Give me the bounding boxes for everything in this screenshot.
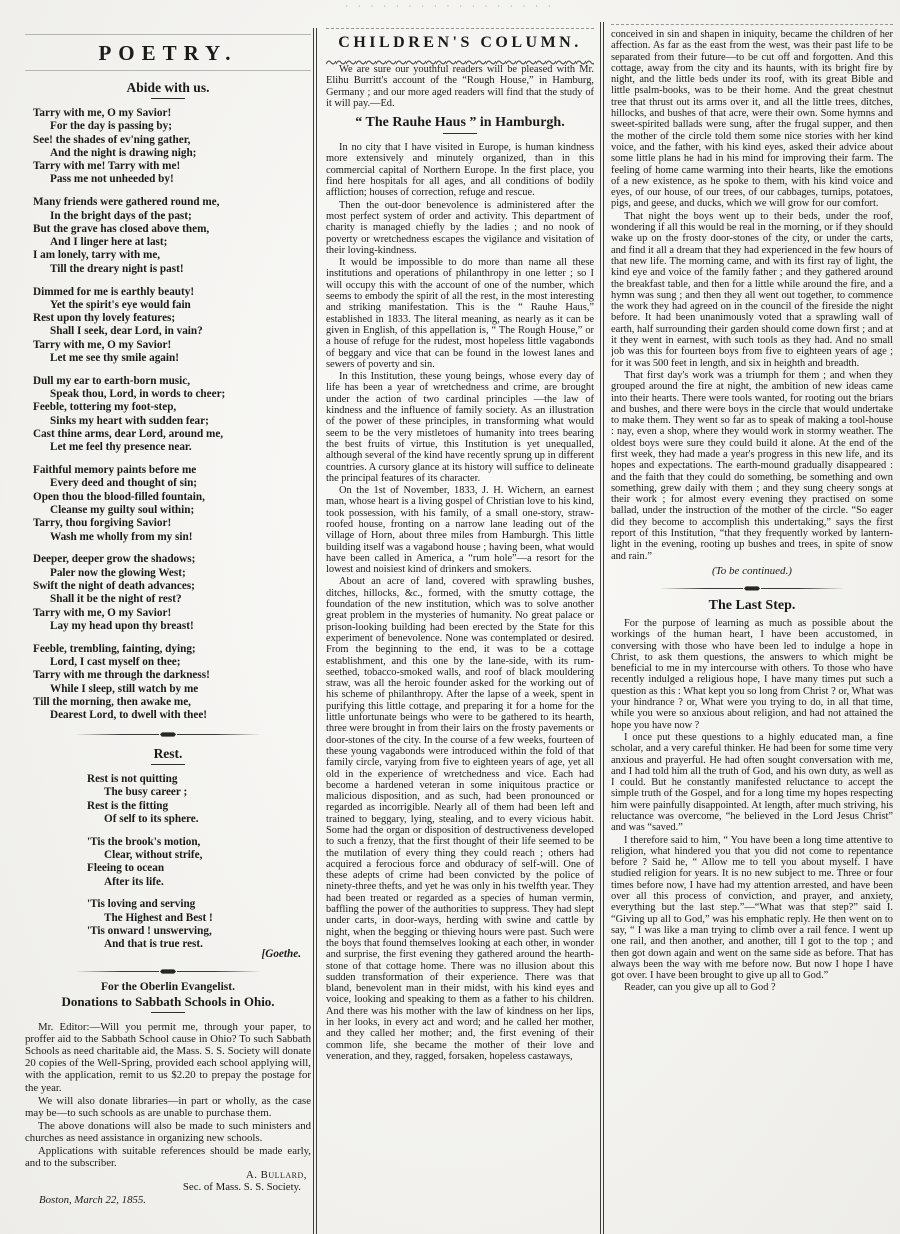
paragraph: That night the boys went up to their beds, under the roof, wondering if all this would be real in the morning, or if they should wake up on the frosty door-stones of the city, or under the carts, and find it all a dream that they had experienced in the few hours of that new life. The morning came, and with its first ray of light, the kind eye and voice of the family father ; and they gathered around the breakfast table, and then for a little while around the fire, and a hymn was sung ; and then they all went out together, to commence the work they had agreed on in the council of the fireside the night before. It had been unanimously voted that a sprawling wall of earth, half surrounding their garden should come down first ; and at it they went in earnest, with such tools as they had. And no small job was this for fourteen boys from five to eighteen years of age ; for it was 500 feet in length, and six in heighth and breadth. — [611, 210, 893, 369]
poem-line: Tarry with me through the darkness! — [33, 669, 210, 682]
poem-title-abide: Abide with us. — [126, 80, 210, 95]
rauhe-haus-title: “ The Rauhe Haus ” in Hamburgh. — [355, 115, 565, 131]
poem-attribution: [Goethe. — [261, 948, 301, 961]
poem-line: Rest is the fitting — [87, 799, 169, 812]
diamond-ornament-icon — [160, 969, 176, 974]
poem-line: Tarry with me, O my Savior! — [33, 606, 172, 619]
last-step-article-body — [611, 618, 893, 994]
poem-line: Clear, without strife, — [104, 848, 203, 861]
paragraph: On the 1st of November, 1833, J. H. Wichern, an earnest man, whose heart is a living gospel of Christian love to his kind, took possession, with his family, of a small one-story, straw-roofed house, fronting on a narrow lane leading out of the village of Horn, about three miles from Hamburgh. This little building itself was a vagabond house ; having been, what would have been called in America, a “rum hole”—a resort for the lowest and noisiest kind of drinkers and smokers. — [326, 485, 594, 576]
paragraph: conceived in sin and shapen in iniquity, became the children of her affection. As far as the east from the west, was their past life to be separated from their future—to be cut off and forgotten. And this cottage, away from the city and its haunts, with its bright fire by night, and the little beds under its roof, with its great Bible and little psalm-books, was to be their home. And the great chestnut tree that thrust out its arms over it, and all the little trees, ditches, hillocks, and bushes of that acre, were their own. Some hymns and sweet-spirited ballads were sung, after the frugal supper, and then the mother of the circle told them some nice stories with her kind voice, and the father, with his kind eyes, asked their advice about some little plans he had in his mind for improving their farm. The feeling of home came warming into their hearts, like the emotions of a new existence, as he spoke to them, with his kind voice and eyes, of our house, of our trees, of our cabbages, turnips, potatoes, pigs, and geese, and ducks, which we will grow for our comfort. — [611, 29, 893, 210]
poem-line: Tarry with me, O my Savior! — [33, 338, 172, 351]
poem-line: 'Tis the brook's motion, — [87, 835, 201, 848]
title-rule — [151, 1012, 185, 1013]
poem-line: Tarry, thou forgiving Savior! — [33, 517, 172, 530]
poem-line: Dull my ear to earth-born music, — [33, 374, 191, 387]
poem-stanza — [33, 643, 311, 723]
poem-line: While I sleep, still watch by me — [50, 682, 199, 695]
rauhe-haus-article-body — [326, 142, 594, 1062]
poem-line: Tarry with me! Tarry with me! — [33, 160, 181, 173]
poem-line: Of self to its sphere. — [104, 812, 199, 825]
poem-line: Rest is not quitting — [87, 772, 178, 785]
running-head: · · · · · · · · · · · · · · · · · — [345, 2, 555, 11]
poem-stanza — [87, 836, 311, 889]
column-divider-left — [313, 28, 317, 1234]
article-continuation-body — [611, 29, 893, 562]
dateline: Boston, March 22, 1855. — [39, 1194, 146, 1207]
signature-title: Sec. of Mass. S. S. Society. — [182, 1181, 301, 1194]
poem-line: Feeble, trembling, fainting, dying; — [33, 642, 196, 655]
paragraph: Mr. Editor:—Will you permit me, through your paper, to proffer aid to the Sabbath School cause in Ohio? To such Sabbath Schools as need charitable aid, the Mass. S. S. Society will donate 20 copies of the Well-Spring, provided each school applying will, with the application, remit to us $2.20 to prepay the postage for the year. — [25, 1021, 311, 1094]
poem-line: 'Tis loving and serving — [87, 898, 196, 911]
ornament-divider — [25, 969, 311, 974]
poem-line: Tarry with me, O my Savior! — [33, 107, 172, 119]
for-evangelist-line: For the Oberlin Evangelist. — [101, 981, 235, 994]
poem-line: Faithful memory paints before me — [33, 464, 197, 477]
wavy-rule-decoration — [326, 53, 594, 60]
poem-line: Cast thine arms, dear Lord, around me, — [33, 428, 224, 441]
poem-line: Paler now the glowing West; — [50, 566, 186, 579]
right-column — [611, 24, 893, 1234]
poem-stanza — [33, 464, 311, 544]
rule-below-poetry — [25, 70, 311, 71]
rule-top-right-column — [611, 24, 893, 25]
ornament-divider — [611, 586, 893, 591]
column-divider-right — [600, 22, 604, 1234]
poem-line: In the bright days of the past; — [50, 209, 192, 222]
paragraph: It would be impossible to do more than name all these institutions and operations of philanthropy in one letter ; so I will occupy this with the account of one of the number, which seems to embody the spirit of all the rest, in the most interesting and striking manifestation. This is the “ Rauhe Haus,” established in 1833. The literal meaning, as nearly as it can be given in English, of this appellation is, “ The Rough House,” or a house of refuge for the rudest, most hopeless little vagabonds of beggary and vice that can be found in the lowest lanes and sewers of poverty and sin. — [326, 257, 594, 370]
donations-notice-body — [25, 1021, 311, 1169]
donations-title: Donations to Sabbath Schools in Ohio. — [61, 994, 275, 1010]
poem-line: 'Tis onward ! unswerving, — [87, 924, 212, 937]
poem-line: For the day is passing by; — [50, 120, 172, 133]
rule-above-childrens-column — [326, 28, 594, 29]
diamond-ornament-icon — [160, 732, 176, 737]
poem-line: Till the dreary night is past! — [50, 262, 184, 275]
poem-line: Every deed and thought of sin; — [50, 477, 198, 490]
poem-line: Many friends were gathered round me, — [33, 196, 220, 209]
middle-column — [326, 28, 594, 1234]
title-rule — [151, 98, 185, 99]
poem-stanza — [33, 375, 311, 455]
poem-line: Till the morning, then awake me, — [33, 695, 191, 708]
left-column — [25, 34, 311, 1230]
poem-line: Let me see thy smile again! — [50, 352, 179, 365]
paragraph: I therefore said to him, “ You have been a long time attentive to religion, what hindered you that you did not come to repentance before ? Said he, “ Allow me to tell you about myself. I have studied religion for years. It is no new subject to me. Three or four times before now, I have had my attention arrested, and have been over all this process of conviction, and prayer, and anxiety, everything but the last step.”—“What was that step?” said I. “Giving up all to God,” was his emphatic reply. He then went on to say, “ I was like a man trying to climb over a rail fence. I went up one rail, and then another, and another, till I got to the top ; and then got down again and went on the same side as before. That has always been the way with me before now. But now I hope I have got over. I have been brought to give up all to God.” — [611, 834, 893, 982]
paragraph: We will also donate libraries—in part or wholly, as the case may be—to such schools as are unable to purchase them. — [25, 1094, 311, 1119]
poem-line: Speak thou, Lord, in words to cheer; — [50, 388, 226, 401]
poem-line: Fleeing to ocean — [87, 862, 165, 875]
poem-rest — [87, 773, 311, 952]
paragraph: I once put these questions to a highly educated man, a fine scholar, and a very careful thinker. He had been for some time very anxious and prayerful. He had often sought conversation with me, and I had told him all the truth of God, and his own duty, as well as I could. But he constantly manifested reluctance to accept the simple truth of the Gospel, and for a long time my hopes respecting him were painfully disappointed. At length, after much striving, his reluctance was overcome, “he believed in the Lord Jesus Christ” and was “saved.” — [611, 731, 893, 834]
to-be-continued-note: (To be continued.) — [712, 564, 792, 577]
poem-line: After its life. — [104, 875, 164, 888]
paragraph: Applications with suitable references should be made early, and to the subscriber. — [25, 1144, 311, 1170]
rule-above-poetry — [25, 34, 311, 35]
poem-line: Shall it be the night of rest? — [50, 593, 182, 606]
poem-stanza — [33, 286, 311, 366]
paragraph: In no city that I have visited in Europe, is human kindness more extensively and minutely organized, than in this commercial capital of Northern Europe. In the first place, you find here hospitals for all ages, and all conditions of bodily affliction; houses of correction, refuge and rescue. — [326, 142, 594, 199]
title-rule — [151, 764, 185, 765]
poem-line: Swift the night of death advances; — [33, 580, 195, 592]
poem-stanza — [33, 553, 311, 633]
poetry-section-title: POETRY. — [98, 41, 238, 65]
poem-line: Open thou the blood-filled fountain, — [33, 490, 205, 503]
poem-line: The busy career ; — [104, 786, 188, 799]
poem-line: And that is true rest. — [104, 938, 203, 951]
poem-title-rest: Rest. — [153, 745, 183, 761]
poem-abide-with-us — [33, 107, 311, 722]
poem-stanza — [33, 196, 311, 276]
poem-line: Dimmed for me is earthly beauty! — [33, 285, 195, 298]
poem-line: Deeper, deeper grow the shadows; — [33, 553, 196, 566]
paragraph: In this Institution, these young beings, whose every day of life has been a year of wretchedness and crime, are brought under the action of two cardinal principles —the law of kindness and the influence of family society. As an illustration of the power of these principles, in transforming what would seem to be the very mistletoes of humanity into trees bearing the best fruits of virtue, this Institution is yet unequalled, although several of the kind have recently sprung up in different countries. A cursory glance at its history will suffice to delineate the principal features of its character. — [326, 371, 594, 484]
poem-line: Sinks my heart with sudden fear; — [50, 414, 209, 427]
editor-note: We are sure our youthful readers will be pleased with Mr. Elihu Burritt's account of the “Rough House,” in Hamburg, Germany ; and our more aged readers will find that the study of it will pay.—Ed. — [326, 64, 594, 109]
poem-line: And the night is drawing nigh; — [50, 146, 197, 159]
poem-stanza — [33, 107, 311, 187]
poem-line: The Highest and Best ! — [104, 911, 213, 924]
diamond-ornament-icon — [744, 586, 760, 591]
title-rule — [443, 133, 477, 134]
poem-line: But the grave has closed above them, — [33, 222, 210, 235]
poem-line: See! the shades of ev'ning gather, — [33, 133, 191, 146]
paragraph: The above donations will also be made to such ministers and churches as need assistance in organizing new schools. — [25, 1119, 311, 1144]
poem-line: And I linger here at last; — [50, 236, 168, 249]
poem-line: Let me feel thy presence near. — [50, 441, 192, 454]
poem-stanza — [87, 773, 311, 826]
last-step-title: The Last Step. — [708, 597, 796, 613]
poem-line: Lord, I cast myself on thee; — [50, 655, 181, 668]
poem-line: Dearest Lord, to dwell with thee! — [50, 709, 208, 722]
paragraph: For the purpose of learning as much as possible about the workings of the human heart, I have been accustomed, in conversing with those who have been led to indulge a hope in Christ, to ask them questions, the answers to which might be beneficial to me in my intercourse with others. To those who have recently indulged a religious hope, I have many times put such a question as this : What kept you so long from Christ ? or, What was your hindrance ? or, What were you trying to do, in all that time, while you were so anxious about religion, and had not attained the hope you have now ? — [611, 617, 893, 731]
paragraph: Then the out-door benevolence is administered after the most perfect system of order and activity. This department of charity is managed chiefly by the ladies ; and no nook of poverty or wretchedness escapes the vigilance and visitation of their loving-kindness. — [326, 199, 594, 256]
poem-line: Shall I seek, dear Lord, in vain? — [50, 325, 203, 338]
poem-stanza — [87, 898, 311, 951]
poem-line: Feeble, tottering my foot-step, — [33, 401, 177, 414]
poem-line: Lay my head upon thy breast! — [50, 619, 194, 632]
paragraph: That first day's work was a triumph for them ; and when they grouped around the fire at night, the ambition of new ideas came into their hearts. There were tools wanted, for rooting out the briars and bushes, and there were boys in the circle that would undertake to make them. They went so far as to speak of making a tool-house : nay, even a shop, where they would work in stormy weather. The oldest boys were sure they could build it alone. At the end of the first week, they had made a year's progress in this new life, and its hopes and expectations. The earth-mound gradually disappeared : and the faith that they could do something, be something and own something, grew daily with them ; and they sung cheery songs at their work ; for almost every evening they practised on some ballad, under the instruction of the mother of the circle. “So eager did they become to accomplish this undertaking,” says the first report of this Institution, “that they frequently worked by lantern-light in the evening, rooting up bushes and trees, in spite of snow and rain.” — [611, 369, 893, 562]
poem-line: I am lonely, tarry with me, — [33, 249, 161, 262]
ornament-divider — [25, 732, 311, 737]
signature-name: A. Bullard, — [245, 1169, 307, 1182]
paragraph: About an acre of land, covered with sprawling bushes, ditches, hillocks, &c., formed, with the smutty cottage, the foundation of the new institution, which was to solve another great problem in the mysteries of humanity. No great palace or prison-looking building had been erected by the State for this experiment of benevolence. None was contemplated or desired. From the beginning to the end, it was to be a cottage establishment, and this one by the lane-side, with its rum-seethed, tobacco-smoked walls, and roof of black mouldering straw, was all the heroic founder asked for the working out of his scheme of philanthropy. After the lapse of a week, spent in purifying this little cottage, and preparing it for a home for the little unfortunate beings who were to be gathered to its hearth, three were brought in from their lairs on the frosty pavements or door-stones of the city. In the course of a few weeks, fourteen of these young vagabonds were introduced within the fold of that family circle, varying from five to eighteen years of age, yet all old in the experience of wretchedness and vice. Each had become a hardened veteran in some iniquitous practice or malicious disposition, and as such, had been pronounced or regarded as incorrigible. Nearly all of them had been left and trained to beggary, lying, stealing, and to every vicious habit. Some had the organ or disposition of destructiveness developed to such a frenzy, that the first thought of their life seemed to be the mutilation of every thing they could reach ; others had acquired a ferocious force and obduracy of self-will. One of these adepts of crime had been convicted by the police of ninety-three thefts, and yet he was only in his twelfth year. They had been treated or regarded as a species of human vermin, baffling the power of the authorities to suppress. They had slept under carts, in door-ways, herding with swine and cattle by night, when the begging or thieving hours were past. Such were the boys that found themselves looking at each other, in wonder and surprise, the first evening they gathered around the hearth-stone of that cottage home. There was no illusion about this sudden transformation of their experience. There was that bland, benevolent man in their midst, with his kind eyes and voice, looking and speaking to them as a father to his children. And there was his mother with the law of kindness on her lips, in her looks, in every act and word; and he called her mother, and they called her mother; and, the first evening of their common life, she became the mother of their love and veneration, and they, ragged, forsaken, hopeless castaways, — [326, 576, 594, 1062]
poem-line: Rest upon thy lovely features; — [33, 312, 176, 325]
poem-line: Pass me not unheeded by! — [50, 173, 174, 186]
childrens-column-title: CHILDREN'S COLUMN. — [338, 34, 582, 51]
paragraph: Reader, can you give up all to God ? — [624, 982, 776, 994]
poem-line: Cleanse my guilty soul within; — [50, 504, 195, 517]
poem-line: Yet the spirit's eye would fain — [50, 298, 191, 311]
poem-line: Wash me wholly from my sin! — [50, 530, 193, 543]
